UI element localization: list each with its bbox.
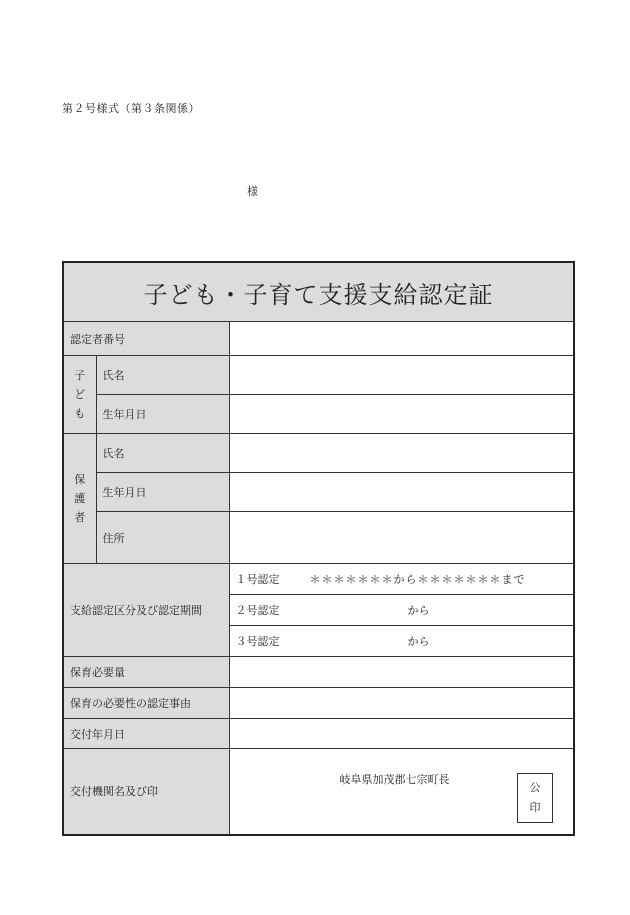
guardian-birthdate-value [229, 473, 574, 512]
guardian-birthdate-label: 生年月日 [96, 473, 229, 512]
guardian-name-label: 氏名 [96, 434, 229, 473]
child-name-value [229, 356, 574, 395]
certified-number-label: 認定者番号 [63, 322, 229, 356]
type3-row [229, 626, 574, 657]
child-group-label: 子 ど も [63, 356, 96, 434]
issuer-label: 交付機関名及び印 [63, 749, 229, 835]
child-name-label: 氏名 [96, 356, 229, 395]
guardian-address-value [229, 512, 574, 564]
type1-label: １号認定 [235, 573, 280, 586]
certificate-title: 子ども・子育て支援支給認定証 [63, 262, 574, 322]
category-period-label: 支給認定区分及び認定期間 [63, 564, 229, 657]
honorific-label: 様 [247, 185, 258, 198]
type3-label: ３号認定 [235, 635, 280, 648]
form-number-label: 第２号様式（第３条関係） [62, 102, 200, 115]
type2-row [229, 595, 574, 626]
type2-label: ２号認定 [235, 604, 280, 617]
type1-period: ＊＊＊＊＊＊＊から＊＊＊＊＊＊＊まで [309, 573, 526, 586]
certificate-table [62, 261, 575, 836]
type3-period: から [407, 635, 430, 648]
guardian-address-label: 住所 [96, 512, 229, 564]
issue-date-label: 交付年月日 [63, 719, 229, 749]
certified-number-value [229, 322, 574, 356]
child-birthdate-label: 生年月日 [96, 395, 229, 434]
issuer-name: 岐阜県加茂郡七宗町長 [339, 773, 450, 786]
care-amount-value [229, 657, 574, 688]
issuer-cell [229, 749, 574, 835]
type1-row [229, 564, 574, 595]
child-birthdate-value [229, 395, 574, 434]
care-reason-label: 保育の必要性の認定事由 [63, 688, 229, 719]
type2-period: から [407, 604, 430, 617]
guardian-name-value [229, 434, 574, 473]
care-reason-value [229, 688, 574, 719]
official-seal-box: 公 印 [517, 773, 553, 823]
care-amount-label: 保育必要量 [63, 657, 229, 688]
issue-date-value [229, 719, 574, 749]
guardian-group-label: 保 護 者 [63, 434, 96, 564]
